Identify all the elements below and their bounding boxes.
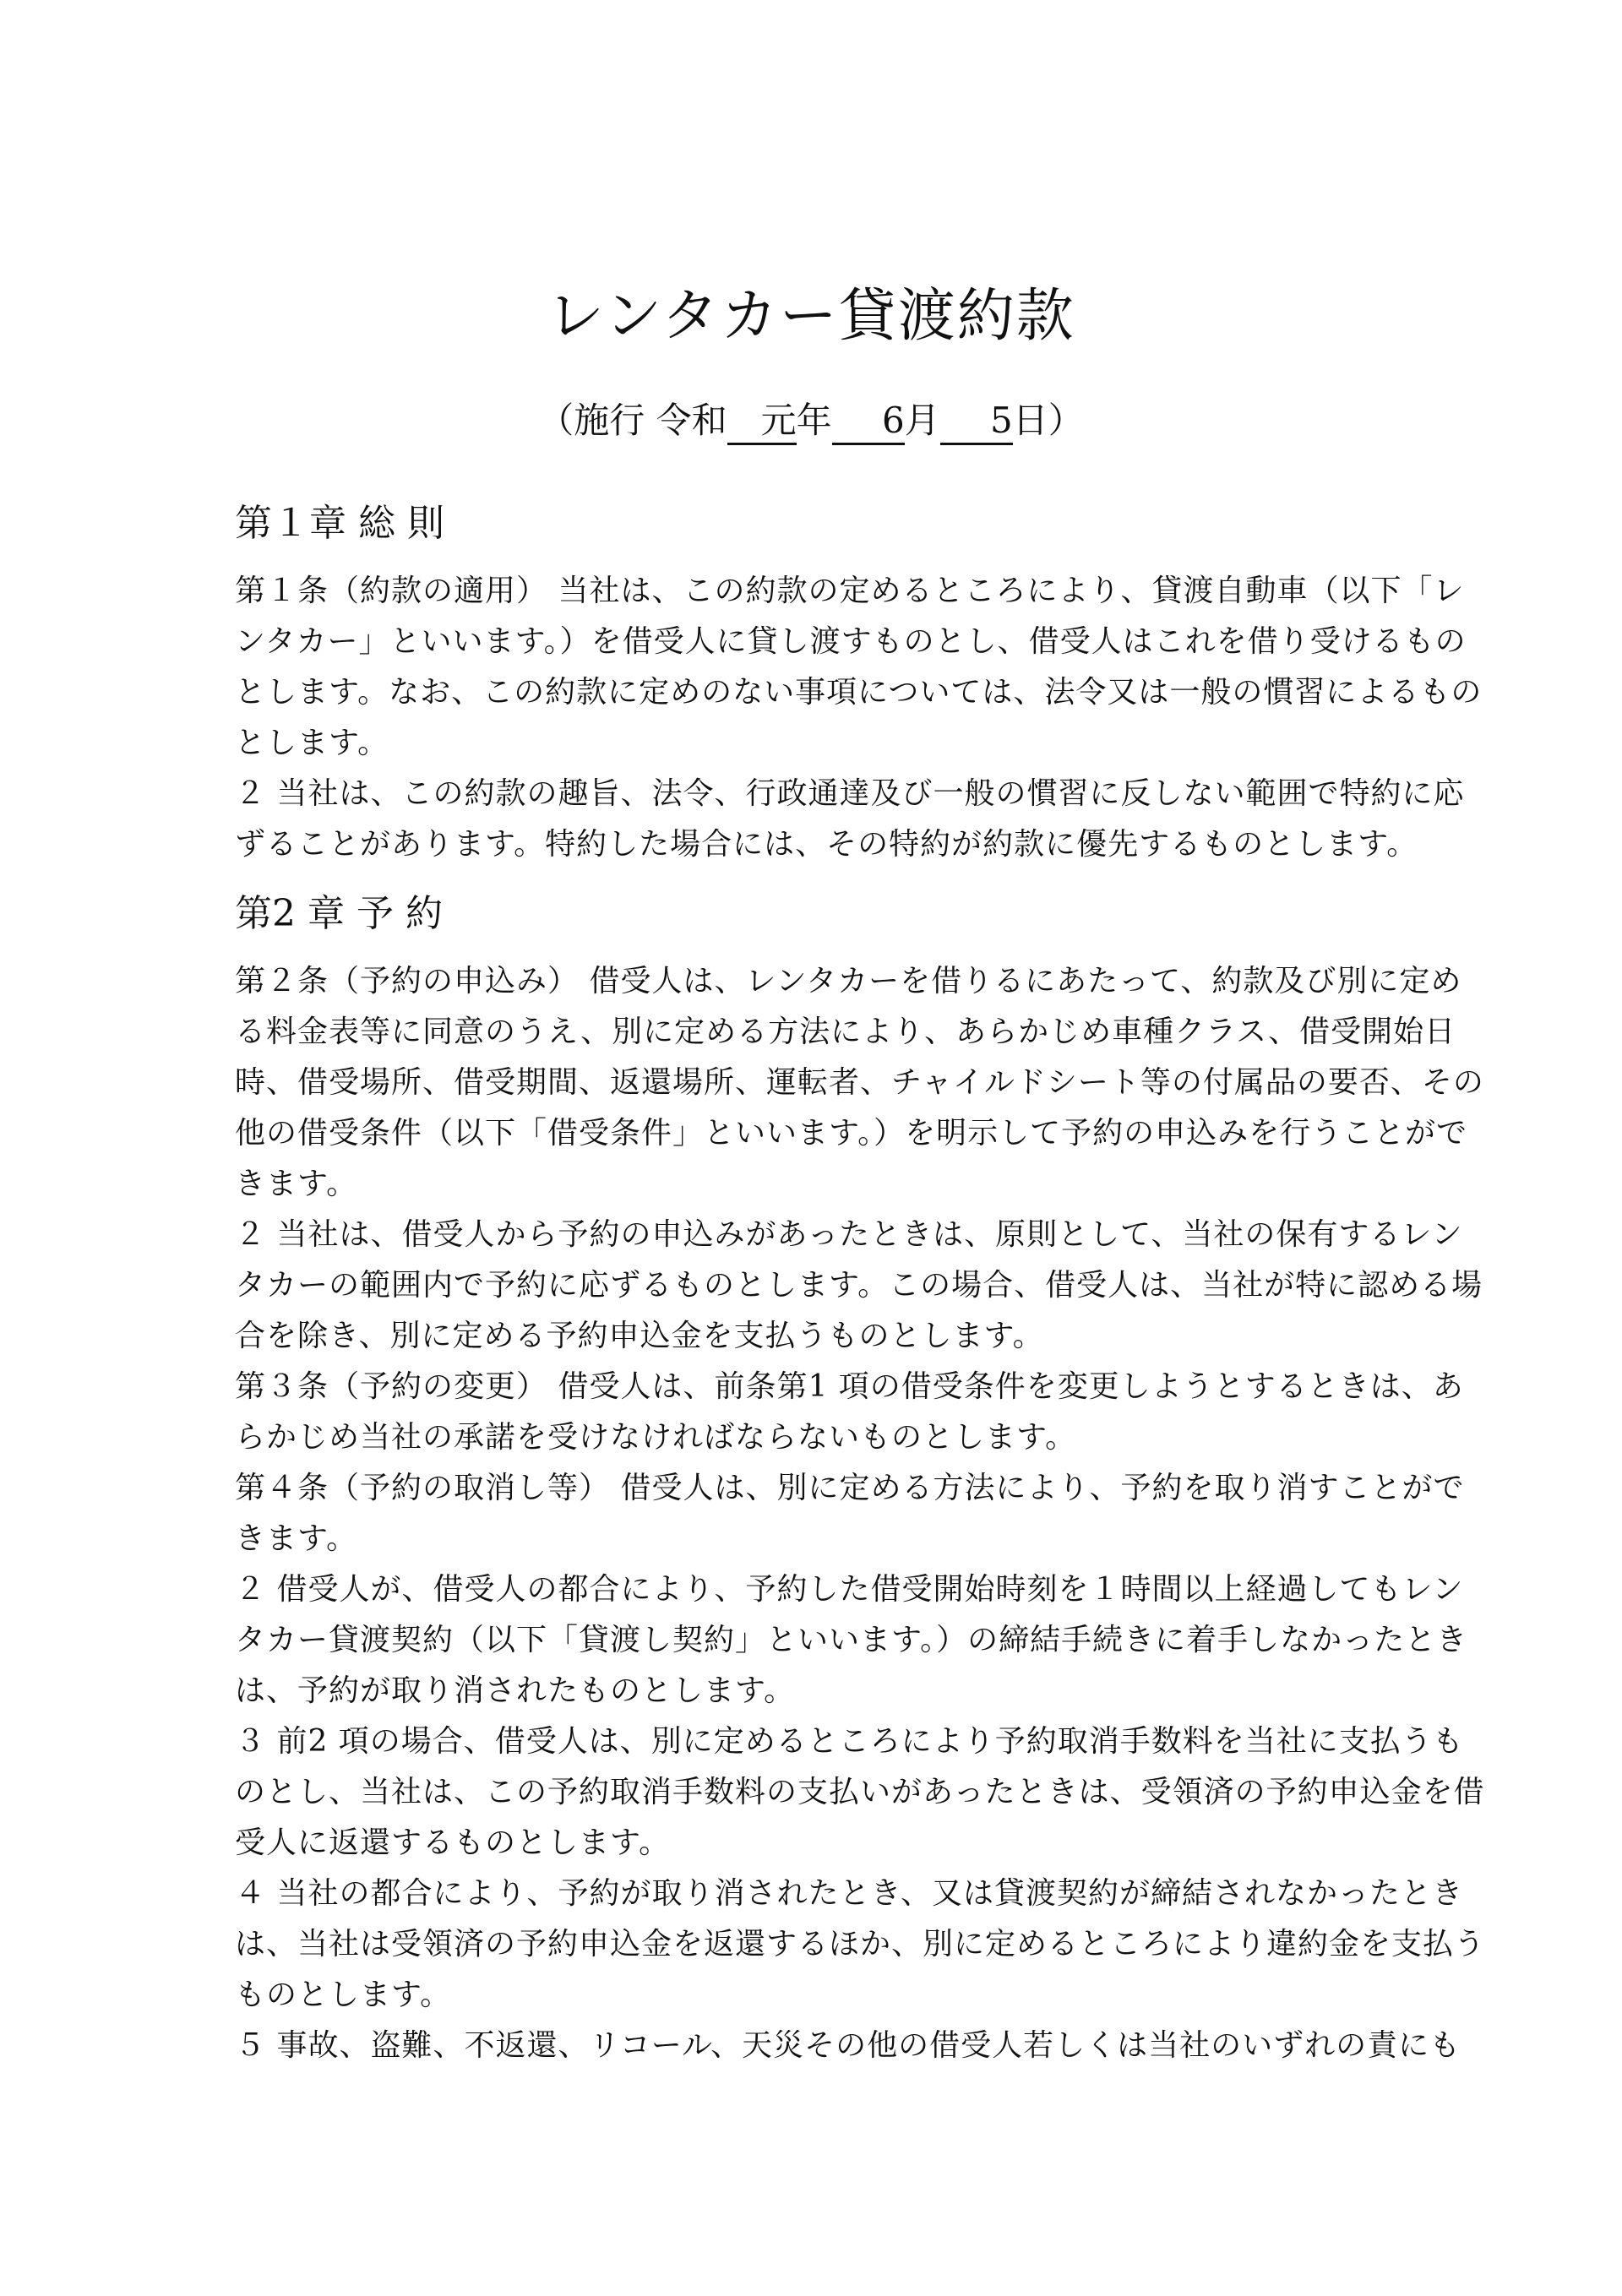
text-line: きます。 xyxy=(235,1521,358,1556)
effective-month-suffix: 月 xyxy=(904,400,940,441)
text-line: 第２条（予約の申込み） 借受人は、レンタカーを借りるにあたって、約款及び別に定め xyxy=(235,964,1462,998)
effective-date-line xyxy=(0,395,1622,446)
chapter-heading: 第１章 総 則 xyxy=(235,502,444,545)
text-line: 他の借受条件（以下「借受条件」といいます。）を明示して予約の申込みを行うことがで xyxy=(235,1116,1468,1151)
text-line: タカーの範囲内で予約に応ずるものとします。この場合、借受人は、当社が特に認める場 xyxy=(235,1268,1483,1303)
text-line: は、予約が取り消されたものとします。 xyxy=(235,1673,796,1708)
text-line: ンタカー」といいます。）を借受人に貸し渡すものとし、借受人はこれを借り受けるもの xyxy=(235,624,1467,659)
text-line: ５ 事故、盗難、不返還、リコール、天災その他の借受人若しくは当社のいずれの責にも xyxy=(235,2028,1461,2063)
text-line: とします。 xyxy=(235,726,389,760)
text-line: とします。なお、この約款に定めのない事項については、法令又は一般の慣習によるもの xyxy=(235,675,1483,710)
text-line: 第３条（予約の変更） 借受人は、前条第1 項の借受条件を変更しようとするときは、あ xyxy=(235,1369,1464,1404)
text-line: 第４条（予約の取消し等） 借受人は、別に定める方法により、予約を取り消すことがで xyxy=(235,1471,1465,1505)
text-line: 合を除き、別に定める予約申込金を支払うものとします。 xyxy=(235,1319,1044,1353)
effective-day-suffix: 日） xyxy=(1012,400,1084,441)
text-line: る料金表等に同意のうえ、別に定める方法により、あらかじめ車種クラス、借受開始日 xyxy=(235,1015,1456,1049)
chapter-heading: 第2 章 予 約 xyxy=(235,892,443,935)
text-line: ずることがあります。特約した場合には、その特約が約款に優先するものとします。 xyxy=(235,827,1418,862)
effective-year-suffix: 年 xyxy=(796,400,832,441)
text-line: ものとします。 xyxy=(235,1978,452,2012)
text-line: きます。 xyxy=(235,1167,358,1201)
chapter-body xyxy=(235,956,1486,2071)
effective-month: 6 xyxy=(832,399,905,445)
text-line: らかじめ当社の承諾を受けなければならないものとします。 xyxy=(235,1420,1077,1455)
text-line: 時、借受場所、借受期間、返還場所、運転者、チャイルドシート等の付属品の要否、その xyxy=(235,1065,1484,1100)
effective-prefix: （施行 令和 xyxy=(538,400,727,441)
text-line: ２ 借受人が、借受人の都合により、予約した借受開始時刻を１時間以上経過してもレン xyxy=(235,1572,1464,1607)
document-title: レンタカー貸渡約款 xyxy=(547,283,1075,350)
text-line: タカー貸渡契約（以下「貸渡し契約」といいます。）の締結手続きに着手しなかったとき xyxy=(235,1623,1468,1657)
effective-day: 5 xyxy=(940,399,1013,445)
text-line: ２ 当社は、この約款の趣旨、法令、行政通達及び一般の慣習に反しない範囲で特約に応 xyxy=(235,776,1465,811)
text-line: ４ 当社の都合により、予約が取り消されたとき、又は貸渡契約が締結されなかったとき xyxy=(235,1876,1464,1911)
text-line: ２ 当社は、借受人から予約の申込みがあったときは、原則として、当社の保有するレン xyxy=(235,1217,1463,1252)
effective-era-year: 元 xyxy=(727,399,797,445)
text-line: 第１条（約款の適用） 当社は、この約款の定めるところにより、貸渡自動車（以下「レ xyxy=(235,574,1465,608)
chapter-body xyxy=(235,566,1483,870)
text-line: 受人に返還するものとします。 xyxy=(235,1825,671,1860)
text-line: ３ 前2 項の場合、借受人は、別に定めるところにより予約取消手数料を当社に支払うも xyxy=(235,1724,1464,1759)
text-line: のとし、当社は、この予約取消手数料の支払いがあったときは、受領済の予約申込金を借 xyxy=(235,1775,1485,1809)
text-line: は、当社は受領済の予約申込金を返還するほか、別に定めるところにより違約金を支払う xyxy=(235,1927,1486,1961)
